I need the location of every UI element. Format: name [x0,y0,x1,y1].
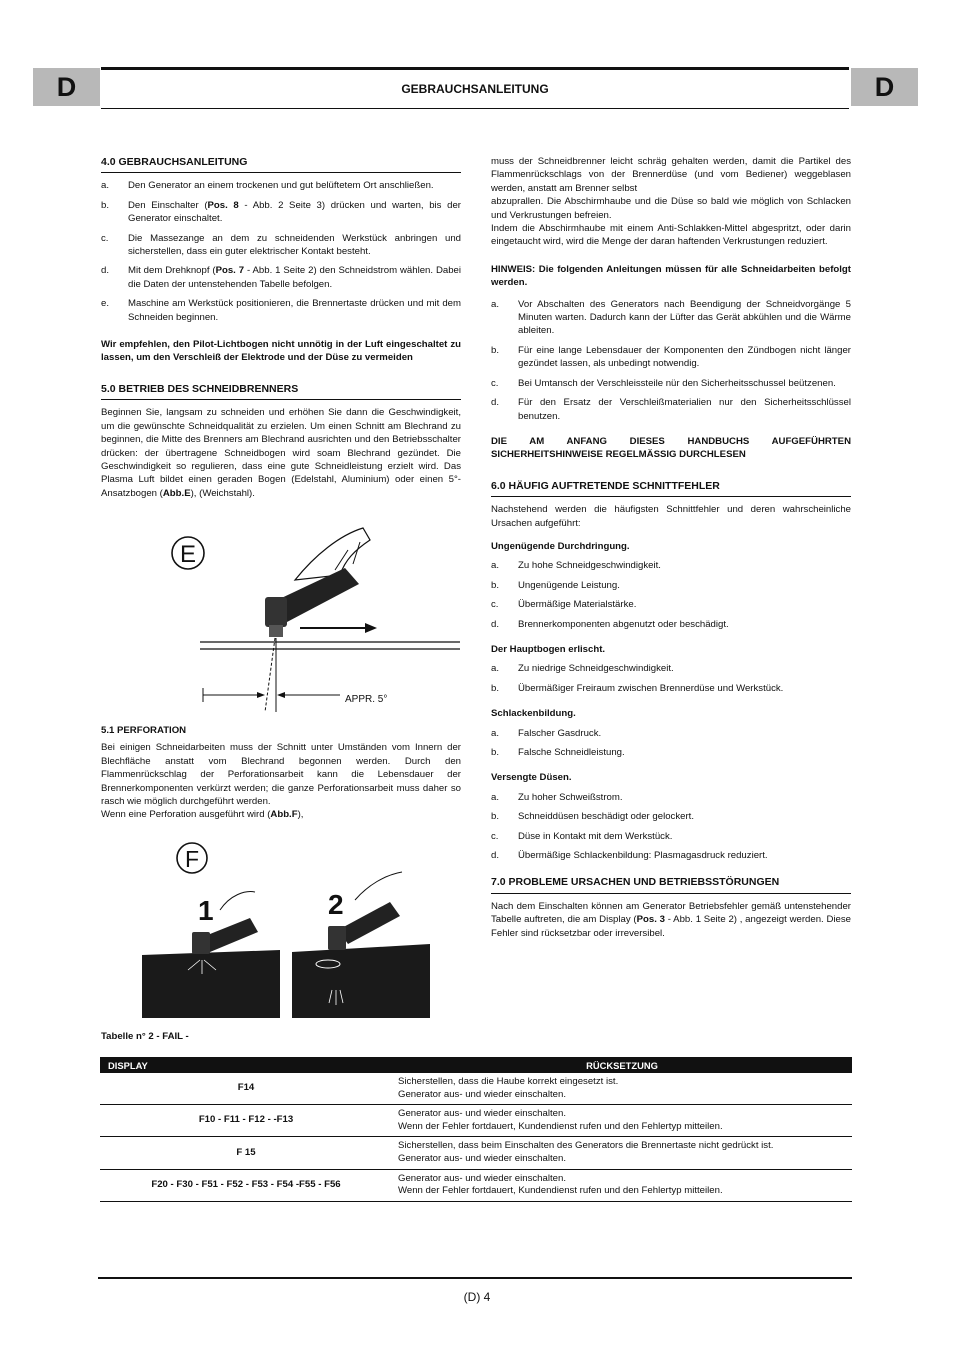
figure-e [165,520,465,715]
list-item: a. Zu niedrige Schneidgeschwindigkeit. [491,663,674,675]
section-5-1-text-2: Wenn eine Perforation ausgeführt wird (Abb.F), [101,809,304,821]
list-item: d. Für den Ersatz der Verschleißmaterialien nur den Sicherheitsschlüssel benutzen. [491,397,851,422]
list-item: b. Für eine lange Lebensdauer der Komponenten den Zündbogen nicht länger gezündet lassen, als unbedingt notwendig. [491,344,851,370]
item-letter: d. [101,265,110,277]
list-item [101,264,461,291]
defect-group-title: Der Hauptbogen erlischt. [491,643,606,655]
error-code: F14 [100,1073,392,1105]
list-item: b. Übermäßiger Freiraum zwischen Brennerdüse und Werkstück. [491,682,784,694]
list-item [101,232,461,259]
reset-instructions: Sicherstellen, dass beim Einschalten des Generators die Brennertaste nicht gedrückt ist. Generator aus- und wieder einschalten. [392,1137,852,1169]
electrode-note: Wir empfehlen, den Pilot-Lichtbogen nicht unnötig in der Luft eingeschaltet zu lassen, um den Verschleiß der Elektrode und der Düse zu vermeiden [101,339,461,364]
perforation-text-3: Indem die Abschirmhaube mit einem Anti-Schlakken-Mittel abgespritzt, oder darin eingetaucht wird, wird die Menge der daran haftenden Verkrustungen reduziert. [491,223,851,248]
section-7-text: Nach dem Einschalten können am Generator Betriebsfehler gemäß untenstehender Tabelle auftreten, die am Display (Pos. 3 - Abb. 1 Seite 2) , angezeigt werden. Diese Fehler sind rücksetzbar oder irreversibel. [491,900,851,939]
list-item [101,297,461,324]
section-4-title: 4.0 GEBRAUCHSANLEITUNG [101,156,461,173]
error-table [100,1057,852,1202]
item-text: Den Generator an einem trockenen und gut belüftetem Ort anschließen. [128,180,434,192]
error-code: F 15 [100,1137,392,1169]
reset-instructions: Sicherstellen, dass die Haube korrekt eingesetzt ist. Generator aus- und wieder einschalten. [392,1073,852,1105]
language-tab-left: D [33,68,100,106]
table-row [100,1137,852,1169]
error-code: F10 - F11 - F12 - -F13 [100,1105,392,1137]
language-tab-right: D [851,68,918,106]
table-caption: Tabelle n° 2 - FAIL - [101,1031,189,1042]
list-item: b. Ungenügende Leistung. [491,579,620,591]
safety-note: DIE AM ANFANG DIESES HANDBUCHS AUFGEFÜHRTEN SICHERHEITSHINWEISE REGELMÄSSIG DURCHLESEN [491,435,851,461]
left-column-lower [101,724,461,828]
error-code: F20 - F30 - F51 - F52 - F53 - F54 -F55 - F56 [100,1169,392,1201]
reset-instructions: Generator aus- und wieder einschalten. Wenn der Fehler fortdauert, Kundendienst rufen und den Fehlertyp mitteilen. [392,1169,852,1201]
list-item: a. Vor Abschalten des Generators nach Beendigung der Schneidvorgänge 5 Minuten warten. Dadurch kann der Lüfter das Gerät abkühlen und die Wärme ableiten. [491,298,851,337]
hinweis-note: HINWEIS: Die folgenden Anleitungen müssen für alle Schneidarbeiten befolgt werden. [491,263,851,289]
perforation-text-2: abzuprallen. Die Abschirmhaube und die Düse so bald wie möglich von Schlacken und Verkrustungen befreien. [491,196,851,221]
list-item: a. Zu hoher Schweißstrom. [491,791,623,803]
left-column [101,156,461,506]
section-7-title: 7.0 PROBLEME URSACHEN UND BETRIEBSSTÖRUNGEN [491,876,851,893]
list-item: d. Brennerkomponenten abgenutzt oder beschädigt. [491,618,729,630]
table-row [100,1073,852,1105]
item-letter: c. [101,232,109,244]
table-header-row [100,1057,852,1073]
figure-f-step-1: 1 [198,895,214,926]
list-item: b. Falsche Schneidleistung. [491,747,625,758]
defect-group-title: Versengte Düsen. [491,772,572,784]
section-5-title: 5.0 BETRIEB DES SCHNEIDBRENNERS [101,383,461,400]
section-5-1-title: 5.1 PERFORATION [101,725,187,736]
list-item: a. Zu hohe Schneidgeschwindigkeit. [491,560,661,572]
list-item: d. Übermäßige Schlackenbildung: Plasmagasdruck reduziert. [491,850,768,862]
column-header-reset: RÜCKSETZUNG [392,1057,852,1073]
section-6-title: 6.0 HÄUFIG AUFTRETENDE SCHNITTFEHLER [491,480,851,497]
header-title: GEBRAUCHSANLEITUNG [401,82,549,96]
defect-group-title: Schlackenbildung. [491,708,576,720]
section-5-text: Beginnen Sie, langsam zu schneiden und erhöhen Sie dann die Geschwindigkeit, um die gewünschte Schneidqualität zu erzielen. Um einen Schnitt am Blechrand zu beginnen, die Mitte des Brenners am Blechrand ausrichten und den Betriebsschalter drücken: der übertragene Schneidbogen wird soam Blechrand gezündet. Die Geschwindigkeit so regulieren, dass eine gute Schneidleistung erzielt wird. Das Plasma Luft bildet einen geraden Bogen (Edelstahl, Aluminium) oder einen 5°-Ansatzbogen (Abb.E), (Weichstahl). [101,407,461,499]
item-text: Mit dem Drehknopf (Pos. 7 - Abb. 1 Seite 2) den Schneidstrom wählen. Dabei die Daten der untenstehenden Tabelle befolgen. [128,265,462,290]
item-text: Den Einschalter (Pos. 8 - Abb. 2 Seite 3) drücken und warten, bis der Generator einschaltet. [128,199,461,225]
footer-rule [98,1277,852,1279]
table-row [100,1169,852,1201]
item-letter: b. [101,199,110,211]
perforation-text-continued: muss der Schneidbrenner leicht schräg gehalten werden, damit die Partikel des Flammenrückschlags von der Brennerdüse (und vom Bediener) weggeblasen werden, anstatt am Brenner selbst [491,156,851,194]
section-5-1-text: Bei einigen Schneidarbeiten muss der Schnitt unter Umständen vom Innern der Blechfläche anstatt vom Blechrand begonnen werden. Durch den Flammenrückschlag der Perforationsarbeit kann die Lebensdauer der Brennerkomponenten verkürzt werden; die ganze Perforationsarbeit muss daher so rasch wie möglich durchgeführt werden. [101,742,461,808]
defect-group-title: Ungenügende Durchdringung. [491,540,630,552]
figure-e-label: APPR. 5° [345,694,388,705]
page-header [101,67,849,109]
list-item: c. Übermäßige Materialstärke. [491,599,637,611]
figure-e-letter: E [179,541,197,568]
item-text: Maschine am Werkstück positionieren, die Brennertaste drücken und mit dem Schneiden beginnen. [128,298,461,323]
list-item [101,179,461,192]
column-header-display: DISPLAY [100,1057,392,1073]
reset-instructions: Generator aus- und wieder einschalten. Wenn der Fehler fortdauert, Kundendienst rufen und den Fehlertyp mitteilen. [392,1105,852,1137]
list-item [101,199,461,226]
item-letter: a. [101,180,110,192]
list-item: b. Schneiddüsen beschädigt oder gelockert. [491,811,695,823]
list-item: c. Bei Umtansch der Verschleissteile nür den Sicherheitsschussel beützenen. [491,377,836,389]
right-column [491,155,851,946]
list-item: c. Düse in Kontakt mit dem Werkstück. [491,830,673,842]
figure-f-step-2: 2 [328,889,344,920]
page-number: (D) 4 [463,1290,491,1304]
list-item: a. Falscher Gasdruck. [491,727,602,739]
figure-f-letter: F [184,846,200,872]
item-text: Die Massezange an dem zu schneidenden Werkstück anbringen und sicherstellen, dass ein guter elektrischer Kontakt besteht. [128,232,461,258]
figure-f [140,840,435,1020]
item-letter: e. [101,298,110,310]
table-row [100,1105,852,1137]
section-6-intro: Nachstehend werden die häufigsten Schnittfehler und deren wahrscheinliche Ursachen aufgeführt: [491,504,851,529]
